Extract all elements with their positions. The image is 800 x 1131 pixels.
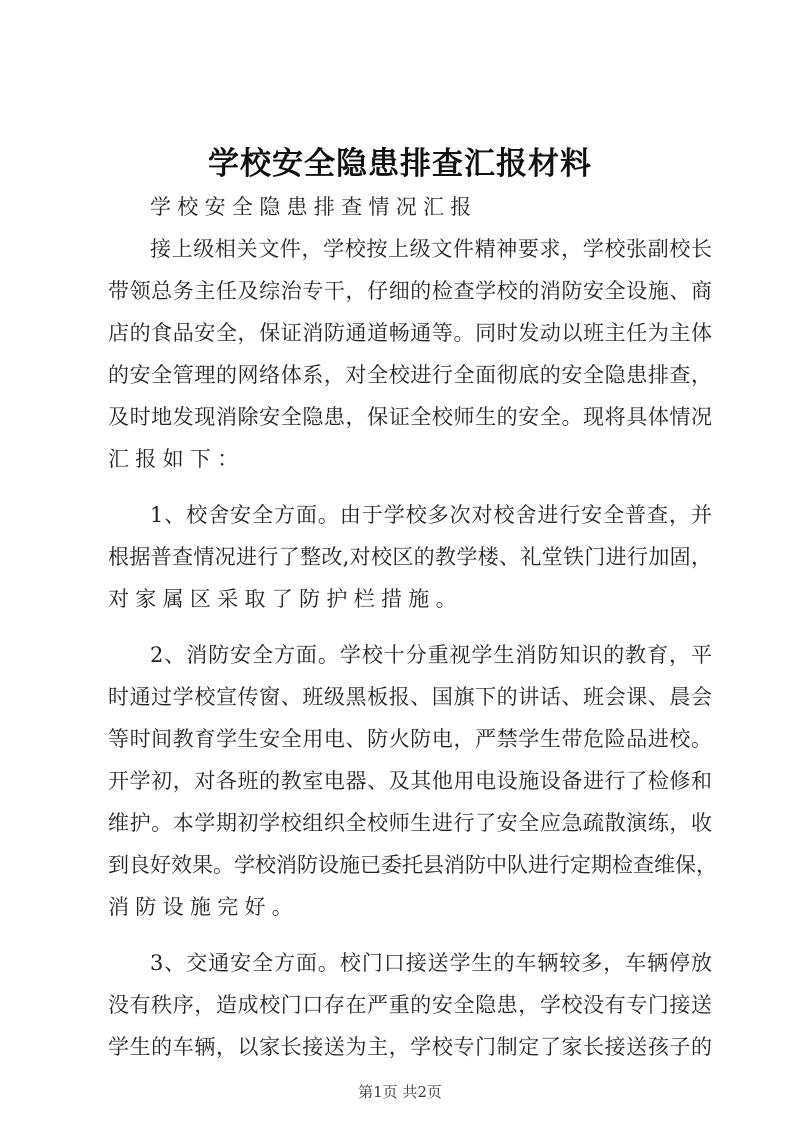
text-line: 到良好效果。学校消防设施已委托县消防中队进行定期检查维保， bbox=[108, 853, 717, 877]
text-line: 等时间教育学生安全用电、防火防电，严禁学生带危险品进校。 bbox=[108, 727, 712, 751]
text-line: 汇报如下： bbox=[108, 447, 245, 471]
text-line: 3、交通安全方面。校门口接送学生的车辆较多，车辆停放 bbox=[150, 951, 712, 975]
text-line: 接上级相关文件，学校按上级文件精神要求，学校张副校长 bbox=[150, 237, 712, 261]
text-line: 维护。本学期初学校组织全校师生进行了安全应急疏散演练，收 bbox=[108, 811, 712, 835]
text-line: 消防设施完好。 bbox=[108, 895, 300, 919]
text-line: 学生的车辆，以家长接送为主，学校专门制定了家长接送孩子的 bbox=[108, 1035, 712, 1059]
paragraph-building-safety bbox=[108, 494, 712, 620]
text-line: 时通过学校宣传窗、班级黑板报、国旗下的讲话、班会课、晨会 bbox=[108, 685, 712, 709]
document-subtitle: 学校安全隐患排查情况汇报 bbox=[150, 195, 478, 219]
text-line: 带领总务主任及综治专干，仔细的检查学校的消防安全设施、商 bbox=[108, 279, 712, 303]
paragraph-fire-safety bbox=[108, 634, 717, 928]
text-line: 及时地发现消除安全隐患，保证全校师生的安全。现将具体情况 bbox=[108, 405, 712, 429]
text-line: 2、消防安全方面。学校十分重视学生消防知识的教育，平 bbox=[150, 643, 712, 667]
paragraph-traffic-safety bbox=[108, 942, 712, 1068]
text-line: 根据普查情况进行了整改,对校区的教学楼、礼堂铁门进行加固， bbox=[108, 545, 712, 569]
text-line: 的安全管理的网络体系，对全校进行全面彻底的安全隐患排查， bbox=[108, 363, 712, 387]
page-number: 第1页 共2页 bbox=[358, 1083, 442, 1101]
text-line: 店的食品安全，保证消防通道畅通等。同时发动以班主任为主体 bbox=[108, 321, 712, 345]
text-line: 没有秩序，造成校门口存在严重的安全隐患，学校没有专门接送 bbox=[108, 993, 712, 1017]
document-title: 学校安全隐患排查汇报材料 bbox=[208, 146, 592, 182]
paragraph-intro bbox=[108, 228, 712, 480]
text-line: 开学初，对各班的教室电器、及其他用电设施设备进行了检修和 bbox=[108, 769, 712, 793]
text-line: 1、校舍安全方面。由于学校多次对校舍进行安全普查，并 bbox=[150, 503, 712, 527]
document-body bbox=[108, 186, 717, 1068]
text-line: 对家属区采取了防护栏措施。 bbox=[108, 587, 463, 611]
